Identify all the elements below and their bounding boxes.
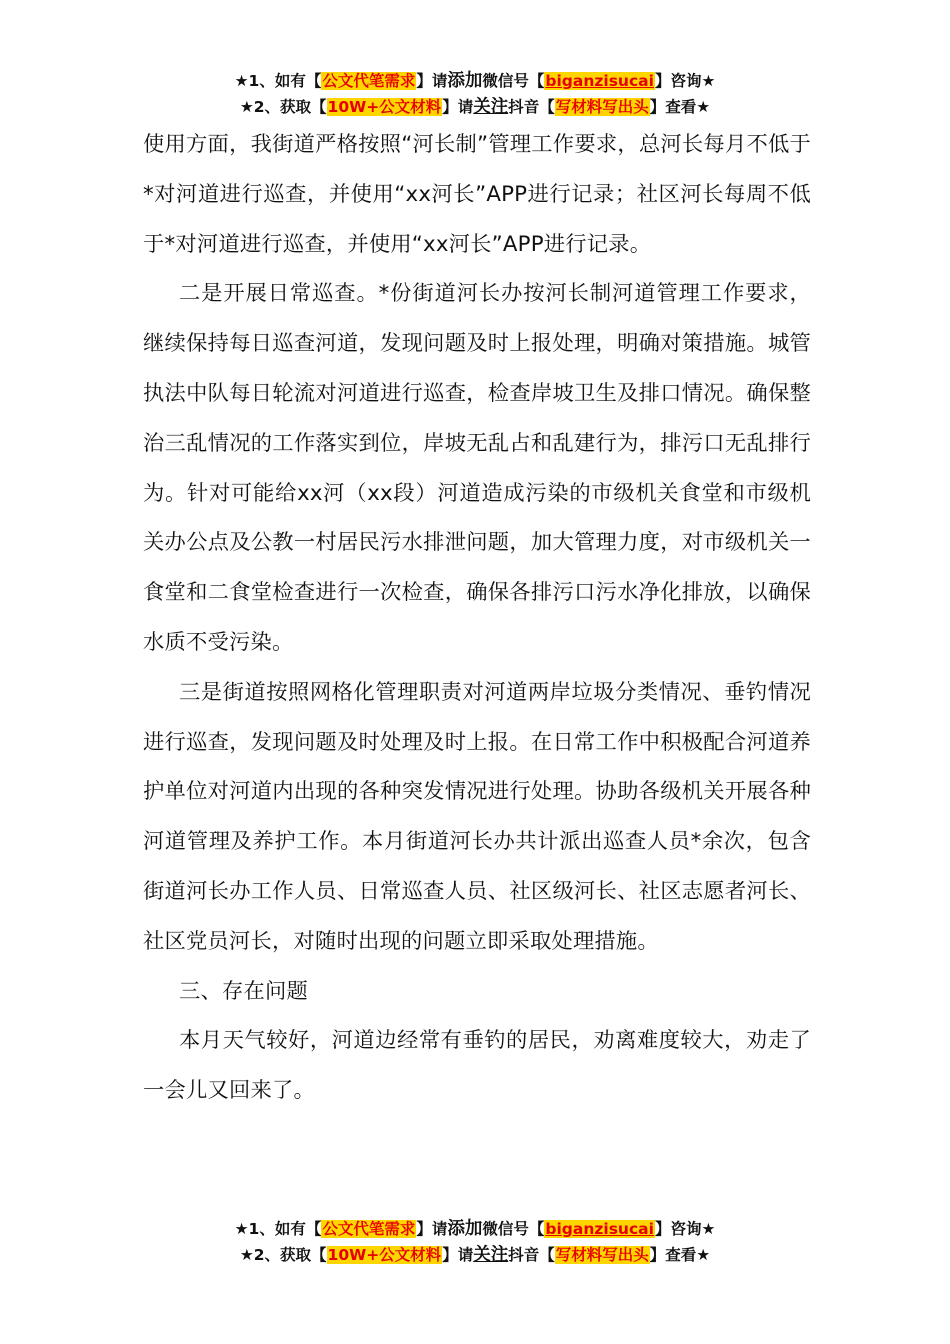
promo-emphasis: 关注 xyxy=(473,1245,509,1265)
promo-text: 】查看★ xyxy=(649,1246,711,1264)
promo-line-1 xyxy=(0,1216,950,1242)
promo-banner-bottom xyxy=(0,1216,950,1268)
promo-text: 微信号【 xyxy=(482,72,545,90)
promo-text: 】咨询★ xyxy=(654,72,716,90)
paragraph-2: 二是开展日常巡查。*份街道河长办按河长制河道管理工作要求，继续保持每日巡查河道，发现问题及时上报处理，明确对策措施。城管执法中队每日轮流对河道进行巡查，检查岸坡卫生及排口情况。确保整治三乱情况的工作落实到位，岸坡无乱占和乱建行为，排污口无乱排行为。针对可能给xx河（xx段）河道造成污染的市级机关食堂和市级机关办公点及公教一村居民污水排泄问题，加大管理力度，对市级机关一食堂和二食堂检查进行一次检查，确保各排污口污水净化排放，以确保水质不受污染。 xyxy=(143,281,811,655)
promo-text: 抖音【 xyxy=(508,1246,555,1264)
promo-text: 】请 xyxy=(416,72,448,90)
promo-emphasis: 关注 xyxy=(473,97,509,117)
promo-text: 】咨询★ xyxy=(654,1220,716,1238)
promo-text: 】请 xyxy=(416,1220,448,1238)
promo-line-2 xyxy=(0,94,950,120)
promo-text: 抖音【 xyxy=(508,98,555,116)
promo-line-1 xyxy=(0,68,950,94)
promo-emphasis: 添加 xyxy=(447,71,483,91)
promo-banner-top xyxy=(0,68,950,120)
douyin-account: 写材料写出头 xyxy=(555,1246,649,1264)
promo-text: ★2、获取【 xyxy=(239,98,327,116)
wechat-id: biganzisucai xyxy=(545,1220,654,1238)
paragraph-1: 使用方面，我街道严格按照“河长制”管理工作要求，总河长每月不低于*对河道进行巡查，并使用“xx河长”APP进行记录；社区河长每周不低于*对河道进行巡查，并使用“xx河长”APP进行记录。 xyxy=(143,132,811,257)
paragraph-4: 本月天气较好，河道边经常有垂钓的居民，劝离难度较大，劝走了一会儿又回来了。 xyxy=(143,1028,811,1104)
douyin-account: 写材料写出头 xyxy=(555,98,649,116)
promo-line-2 xyxy=(0,1242,950,1268)
paragraph-3: 三是街道按照网格化管理职责对河道两岸垃圾分类情况、垂钓情况进行巡查，发现问题及时处理及时上报。在日常工作中积极配合河道养护单位对河道内出现的各种突发情况进行处理。协助各级机关开展各种河道管理及养护工作。本月街道河长办共计派出巡查人员*余次，包含街道河长办工作人员、日常巡查人员、社区级河长、社区志愿者河长、社区党员河长，对随时出现的问题立即采取处理措施。 xyxy=(143,679,811,954)
promo-highlight: 公文代笔需求 xyxy=(322,72,416,90)
promo-highlight: 公文代笔需求 xyxy=(322,1220,416,1238)
promo-text: 】请 xyxy=(442,98,474,116)
promo-text: 微信号【 xyxy=(482,1220,545,1238)
promo-text: 】请 xyxy=(442,1246,474,1264)
section-heading: 三、存在问题 xyxy=(179,978,308,1004)
document-body xyxy=(143,120,811,1116)
promo-text: ★2、获取【 xyxy=(239,1246,327,1264)
promo-emphasis: 添加 xyxy=(447,1219,483,1239)
promo-highlight: 10W+公文材料 xyxy=(327,1246,442,1264)
promo-highlight: 10W+公文材料 xyxy=(327,98,442,116)
wechat-id: biganzisucai xyxy=(545,72,654,90)
promo-text: ★1、如有【 xyxy=(234,72,322,90)
promo-text: ★1、如有【 xyxy=(234,1220,322,1238)
promo-text: 】查看★ xyxy=(649,98,711,116)
